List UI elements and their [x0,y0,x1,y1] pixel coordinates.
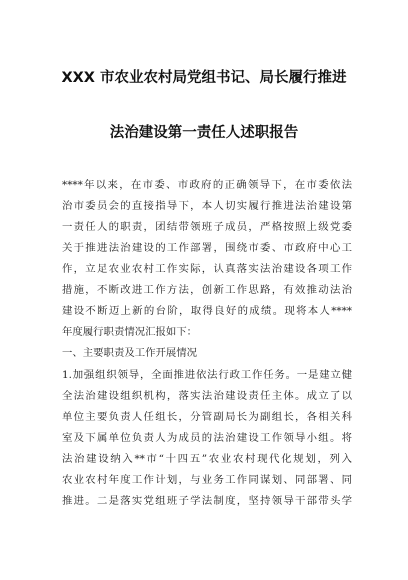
body-line: 一责任人的职责，团结带领班子成员，严格按照上级党委 [62,221,352,233]
body-line: 1.加强组织领导，全面推进依法行政工作任务。一是建立健 [62,369,352,381]
body-line: 全法治建设组织机构，落实法治建设责任主体。成立了以 [62,390,352,402]
body-line: 措施，不断改进工作方法，创新工作思路，有效推动法治 [62,284,352,296]
body-line: 关于推进法治建设的工作部署，围绕市委、市政府中心工 [62,242,352,254]
document-title-line-2: 法治建设第一责任人述职报告 [109,125,299,141]
body-line: 农业农村年度工作计划，与业务工作同谋划、同部署、同 [62,474,352,486]
body-line: 治市委员会的直接指导下，本人切实履行推进法治建设第 [62,200,352,212]
body-line: 单位主要负责人任组长，分管副局长为副组长，各相关科 [62,411,352,423]
body-line: 推进。二是落实党组班子学法制度，坚持领导干部带头学 [62,495,352,507]
body-line: 建设不断迈上新的台阶，取得良好的成绩。现将本人**** [62,305,352,317]
body-line: 年度履行职责情况汇报如下： [62,326,198,338]
document-title-line-1: XXX 市农业农村局党组书记、局长履行推进 [61,70,347,86]
body-line: ****年以来，在市委、市政府的正确领导下，在市委依法 [62,179,352,191]
body-line: 法治建设纳入**市“十四五”农业农村现代化规划，列入 [62,453,352,465]
body-line: 作，立足农业农村工作实际，认真落实法治建设各项工作 [62,263,352,275]
body-line: 室及下属单位负责人为成员的法治建设工作领导小组。将 [62,432,352,444]
section-heading: 一、主要职责及工作开展情况 [62,347,198,359]
